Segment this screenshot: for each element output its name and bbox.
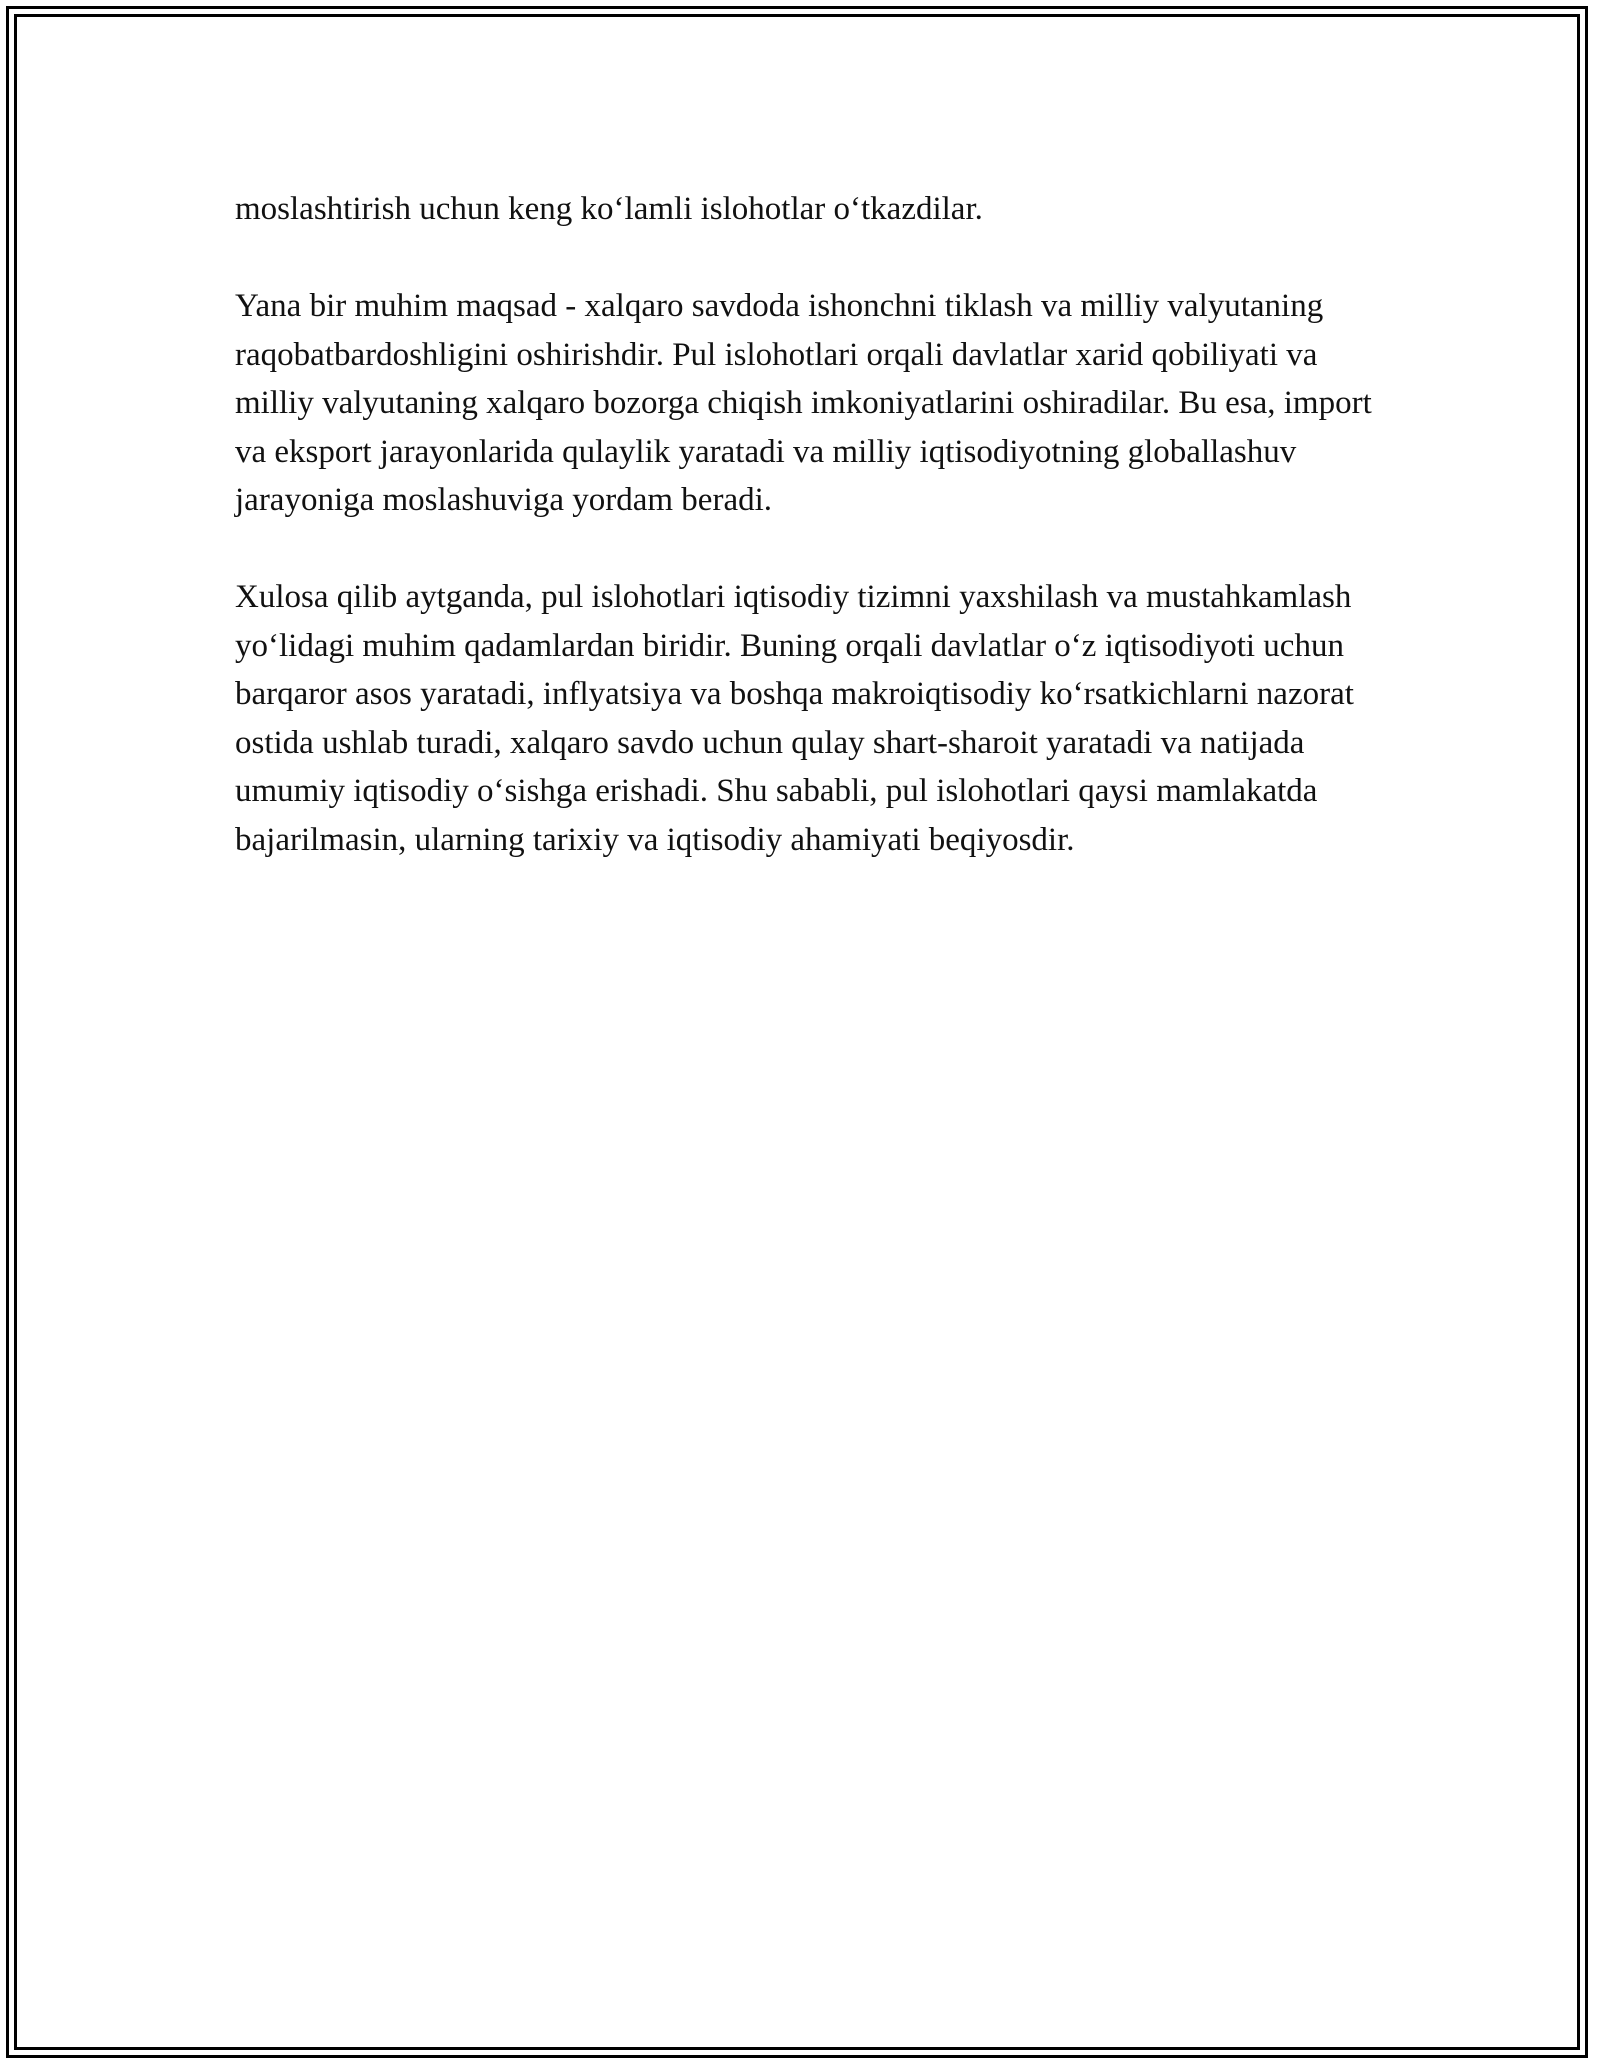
paragraph-conclusion: Xulosa qilib aytganda, pul islohotlari iqtisodiy tizimni yaxshilash va mustahkamlash yo‘lidagi muhim qadamlardan biridir. Buning orqali davlatlar o‘z iqtisodiyoti uchun barqaror asos yaratadi, inflyatsiya va boshqa makroiqtisodiy ko‘rsatkichlarni nazorat ostida ushlab turadi, xalqaro savdo uchun qulay shart-sharoit yaratadi va natijada umumiy iqtisodiy o‘sishga erishadi. Shu sababli, pul islohotlari qaysi mamlakatda bajarilmasin, ularning tarixiy va iqtisodiy ahamiyati beqiyosdir.	[235, 579, 1354, 858]
paragraph-international-trade: Yana bir muhim maqsad - xalqaro savdoda ishonchni tiklash va milliy valyutaning raqobatbardoshligini oshirishdir. Pul islohotlari orqali davlatlar xarid qobiliyati va milliy valyutaning xalqaro bozorga chiqish imkoniyatlarini oshiradilar. Bu esa, import va eksport jarayonlarida qulaylik yaratadi va milliy iqtisodiyotning globallashuv jarayoniga moslashuviga yordam beradi.	[235, 288, 1372, 518]
paragraph-continuation: moslashtirish uchun keng ko‘lamli islohotlar o‘tkazdilar.	[235, 191, 983, 227]
document-body	[235, 185, 1375, 913]
